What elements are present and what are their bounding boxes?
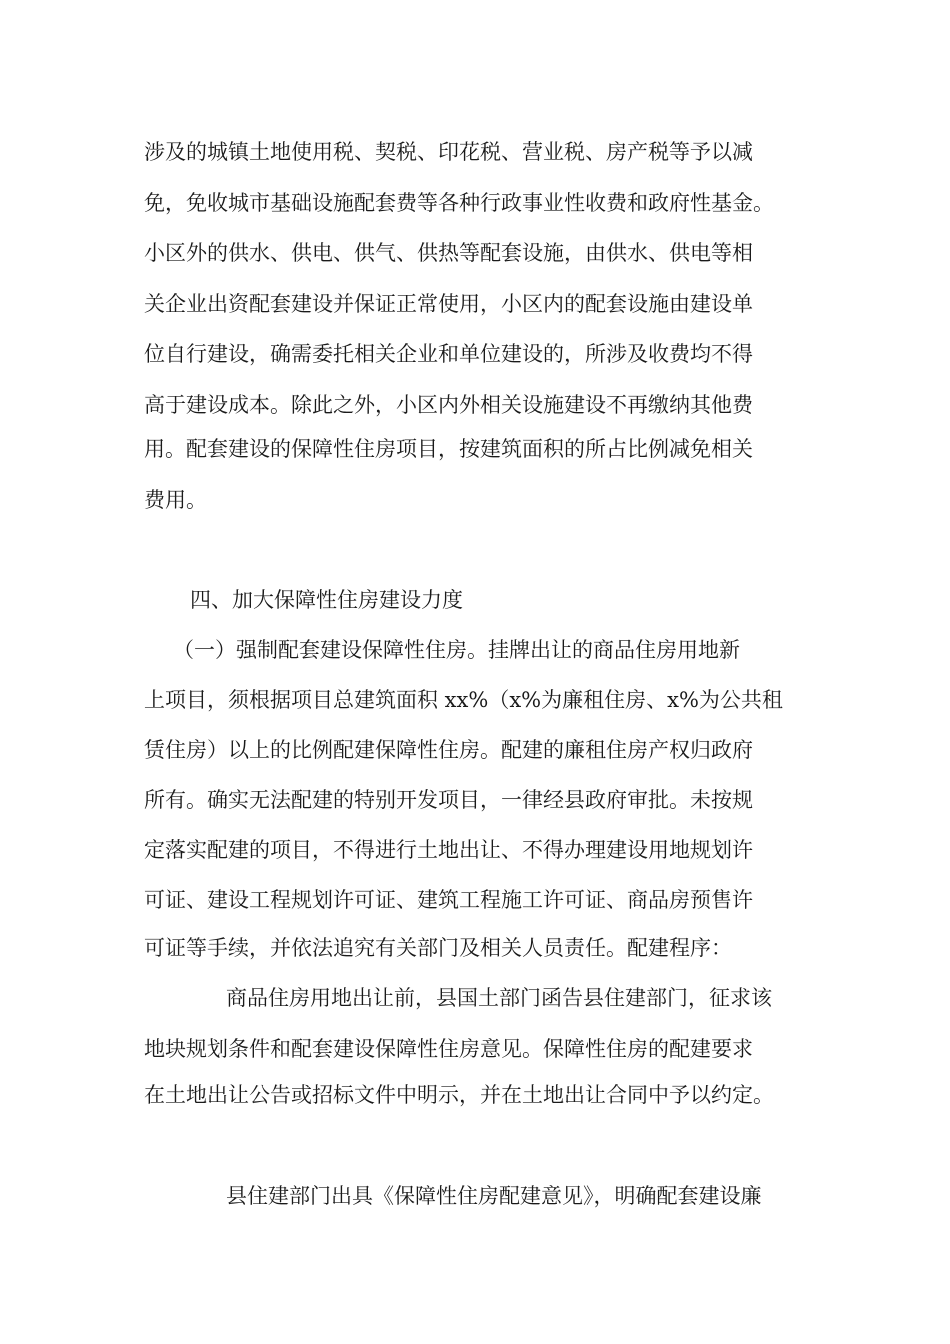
paragraph-line: 定落实配建的项目，不得进行土地出让、不得办理建设用地规划许 xyxy=(144,838,753,862)
paragraph-line: 所有。确实无法配建的特别开发项目，一律经县政府审批。未按规 xyxy=(144,788,753,812)
paragraph-line: 位自行建设，确需委托相关企业和单位建设的，所涉及收费均不得 xyxy=(144,342,753,366)
paragraph-line: 小区外的供水、供电、供气、供热等配套设施，由供水、供电等相 xyxy=(144,241,753,265)
section-heading: 四、加大保障性住房建设力度 xyxy=(190,588,463,612)
paragraph-line: 高于建设成本。除此之外，小区内外相关设施建设不再缴纳其他费 xyxy=(144,393,753,417)
paragraph-line: 在土地出让公告或招标文件中明示，并在土地出让合同中予以约定。 xyxy=(144,1083,774,1107)
paragraph-line: 赁住房）以上的比例配建保障性住房。配建的廉租住房产权归政府 xyxy=(144,738,753,762)
paragraph-line: 关企业出资配套建设并保证正常使用，小区内的配套设施由建设单 xyxy=(144,292,753,316)
paragraph-line: 商品住房用地出让前，县国土部门函告县住建部门，征求该 xyxy=(226,986,772,1010)
paragraph-line: 用。配套建设的保障性住房项目，按建筑面积的所占比例减免相关 xyxy=(144,437,753,461)
paragraph-line: 可证等手续，并依法追究有关部门及相关人员责任。配建程序： xyxy=(144,936,732,960)
paragraph-line: 费用。 xyxy=(144,488,207,512)
paragraph-line: 免，免收城市基础设施配套费等各种行政事业性收费和政府性基金。 xyxy=(144,191,774,215)
paragraph-line: 可证、建设工程规划许可证、建筑工程施工许可证、商品房预售许 xyxy=(144,888,753,912)
paragraph-line: 县住建部门出具《保障性住房配建意见》，明确配套建设廉 xyxy=(226,1184,762,1208)
paragraph-line: 上项目，须根据项目总建筑面积 xx%（x%为廉租住房、x%为公共租 xyxy=(144,688,783,712)
paragraph-line: （一）强制配套建设保障性住房。挂牌出让的商品住房用地新 xyxy=(173,638,740,662)
paragraph-line: 涉及的城镇土地使用税、契税、印花税、营业税、房产税等予以减 xyxy=(144,140,753,164)
paragraph-line: 地块规划条件和配套建设保障性住房意见。保障性住房的配建要求 xyxy=(144,1037,753,1061)
